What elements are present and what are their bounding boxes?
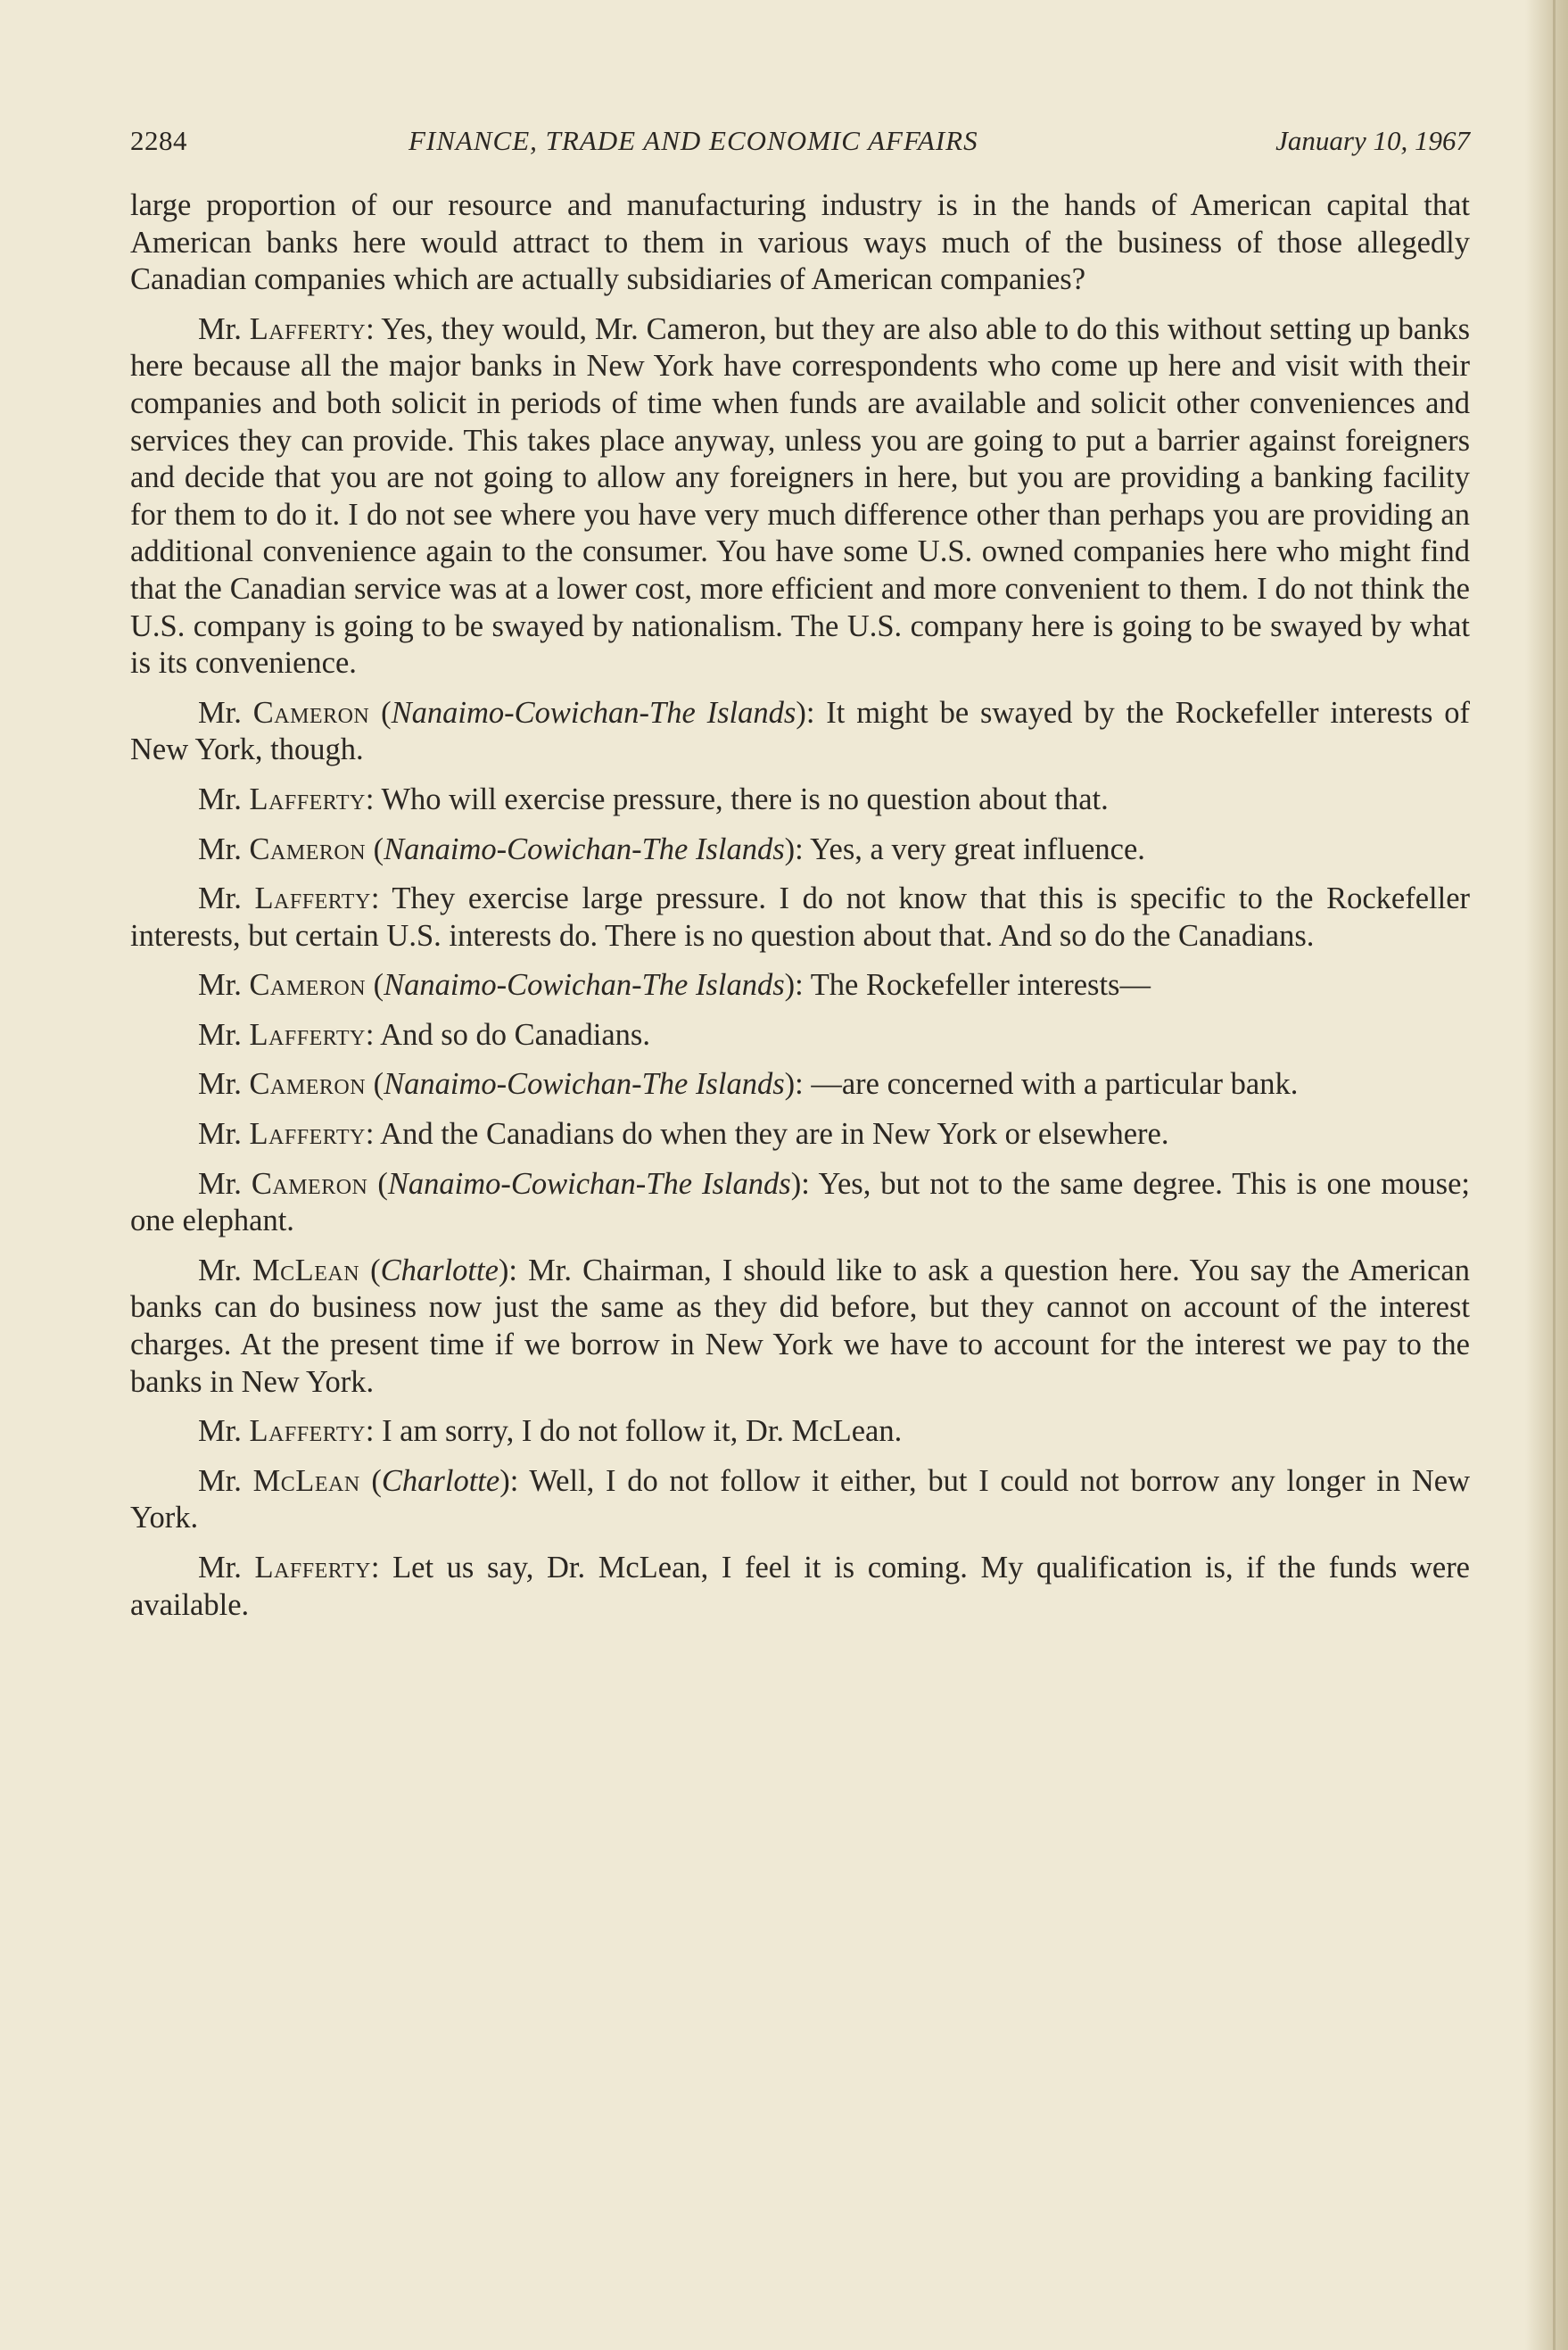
speech-text: And so do Canadians. [380, 1017, 650, 1052]
speech-text: The Rockefeller interests— [810, 968, 1151, 1003]
speaker-name: Lafferty [254, 881, 371, 916]
speaker-title: Mr. [198, 1017, 250, 1052]
speaker-paragraph: Mr. Lafferty: They exercise large pressure. I do not know that this is specific to the Rockefeller interests, but certain U.S. interests do. There is no question about that. And so do the Canadians. [130, 881, 1470, 953]
speaker-name: Lafferty [249, 1117, 366, 1152]
speaker-title: Mr. [198, 1253, 252, 1287]
running-title: FINANCE, TRADE AND ECONOMIC AFFAIRS [409, 125, 978, 156]
speaker-paragraph: Mr. Lafferty: I am sorry, I do not follow it, Dr. McLean. [198, 1414, 903, 1449]
speaker-riding: Nanaimo-Cowichan-The Islands [384, 1067, 785, 1102]
speaker-name: Lafferty [249, 782, 366, 816]
speech-text: They exercise large pressure. I do not know that this is specific to the Rockefeller interests, but certain U.S. interests do. There is no question about that. And so do the Canadians. [130, 881, 1470, 953]
speaker-title: Mr. [198, 881, 255, 916]
speaker-paragraph: Mr. McLean (Charlotte): Mr. Chairman, I should like to ask a question here. You say the American banks can do business now just the same as they did before, but they cannot on account of the interest charges. At the present time if we borrow in New York we have to account for the interest we pay to the banks in New York. [130, 1253, 1470, 1399]
speaker-paragraph: Mr. Lafferty: And so do Canadians. [198, 1017, 650, 1052]
page-number: 2284 [130, 125, 187, 156]
page-content [130, 125, 1470, 1636]
speaker-riding: Charlotte [380, 1253, 499, 1287]
speaker-name: Cameron [251, 1166, 368, 1201]
speaker-title: Mr. [198, 1414, 250, 1449]
speaker-name: Lafferty [249, 1017, 366, 1052]
speaker-paragraph: Mr. Cameron (Nanaimo-Cowichan-The Islands): Yes, a very great influence. [198, 832, 1145, 866]
opening-paragraph: large proportion of our resource and manufacturing industry is in the hands of American capital that American banks here would attract to them in various ways much of the business of those allegedly Canadian companies which are actually subsidiaries of American companies? [130, 188, 1470, 297]
speaker-name: McLean [252, 1253, 360, 1287]
speaker-name: McLean [252, 1463, 360, 1498]
speech-text: Well, I do not follow it either, but I could not borrow any longer in New York. [130, 1463, 1470, 1535]
speech-text: Yes, but not to the same degree. This is one mouse; one elephant. [130, 1166, 1470, 1238]
speech-text: Let us say, Dr. McLean, I feel it is coming. My qualification is, if the funds were available. [130, 1551, 1470, 1622]
speaker-paragraph: Mr. Cameron (Nanaimo-Cowichan-The Islands): The Rockefeller interests— [198, 968, 1151, 1003]
page-header [130, 125, 1470, 170]
speech-text: Yes, a very great influence. [810, 832, 1145, 866]
speaker-title: Mr. [198, 782, 250, 816]
speech-text: Yes, they would, Mr. Cameron, but they are also able to do this without setting up banks here because all the major banks in New York have correspondents who come up here and visit with their companies and both solicit in periods of time when funds are available and solicit other conveniences and services they can provide. This takes place anyway, unless you are going to put a barrier against foreigners and decide that you are not going to allow any foreigners in here, but you are providing a banking facility for them to do it. I do not see where you have very much difference other than perhaps you are providing an additional convenience again to the consumer. You have some U.S. owned companies here who might find that the Canadian service was at a lower cost, more efficient and more convenient to them. I do not think the U.S. company is going to be swayed by nationalism. The U.S. company here is going to be swayed by what is its convenience. [130, 311, 1470, 681]
speaker-riding: Nanaimo-Cowichan-The Islands [391, 695, 796, 730]
speaker-title: Mr. [198, 968, 250, 1003]
speaker-riding: Nanaimo-Cowichan-The Islands [384, 968, 785, 1003]
speech-text: —are concerned with a particular bank. [811, 1067, 1299, 1102]
speaker-riding: Nanaimo-Cowichan-The Islands [387, 1166, 791, 1201]
transcript-body [130, 311, 1470, 1624]
speaker-paragraph: Mr. McLean (Charlotte): Well, I do not follow it either, but I could not borrow any longer in New York. [130, 1463, 1470, 1535]
speech-text: And the Canadians do when they are in New York or elsewhere. [380, 1117, 1169, 1152]
speaker-title: Mr. [198, 311, 250, 346]
speaker-title: Mr. [198, 1551, 255, 1585]
speech-text: I am sorry, I do not follow it, Dr. McLean. [382, 1414, 903, 1449]
page-gutter-shadow [1525, 0, 1568, 2350]
speaker-title: Mr. [198, 1463, 253, 1498]
speaker-name: Lafferty [254, 1551, 371, 1585]
speaker-name: Cameron [249, 968, 367, 1003]
speaker-paragraph: Mr. Lafferty: Let us say, Dr. McLean, I feel it is coming. My qualification is, if the funds were available. [130, 1551, 1470, 1622]
speaker-paragraph: Mr. Lafferty: Who will exercise pressure, there is no question about that. [198, 782, 1109, 816]
speaker-paragraph: Mr. Lafferty: Yes, they would, Mr. Cameron, but they are also able to do this without setting up banks here because all the major banks in New York have correspondents who come up here and visit with their companies and both solicit in periods of time when funds are available and solicit other conveniences and services they can provide. This takes place anyway, unless you are going to put a barrier against foreigners and decide that you are not going to allow any foreigners in here, but you are providing a banking facility for them to do it. I do not see where you have very much difference other than perhaps you are providing an additional convenience again to the consumer. You have some U.S. owned companies here who might find that the Canadian service was at a lower cost, more efficient and more convenient to them. I do not think the U.S. company is going to be swayed by nationalism. The U.S. company here is going to be swayed by what is its convenience. [130, 311, 1470, 681]
speaker-paragraph: Mr. Cameron (Nanaimo-Cowichan-The Islands): It might be swayed by the Rockefeller interests of New York, though. [130, 695, 1471, 767]
speaker-name: Cameron [249, 1067, 367, 1102]
speech-text: It might be swayed by the Rockefeller interests of New York, though. [130, 695, 1471, 767]
speaker-paragraph: Mr. Cameron (Nanaimo-Cowichan-The Islands): Yes, but not to the same degree. This is one mouse; one elephant. [130, 1166, 1470, 1238]
speaker-name: Cameron [252, 695, 370, 730]
speech-text: Who will exercise pressure, there is no question about that. [381, 782, 1109, 816]
speech-text: Mr. Chairman, I should like to ask a question here. You say the American banks can do business now just the same as they did before, but they cannot on account of the interest charges. At the present time if we borrow in New York we have to account for the interest we pay to the banks in New York. [130, 1253, 1470, 1399]
speaker-title: Mr. [198, 695, 253, 730]
speaker-riding: Nanaimo-Cowichan-The Islands [384, 832, 785, 866]
speaker-title: Mr. [198, 832, 250, 866]
speaker-name: Lafferty [249, 1414, 366, 1449]
speaker-title: Mr. [198, 1166, 252, 1201]
speaker-riding: Charlotte [381, 1463, 500, 1498]
speaker-title: Mr. [198, 1117, 250, 1152]
header-date: January 10, 1967 [1275, 125, 1470, 156]
speaker-title: Mr. [198, 1067, 250, 1102]
speaker-paragraph: Mr. Cameron (Nanaimo-Cowichan-The Islands): —are concerned with a particular bank. [198, 1067, 1299, 1102]
speaker-name: Lafferty [249, 311, 367, 346]
speaker-name: Cameron [249, 832, 367, 866]
speaker-paragraph: Mr. Lafferty: And the Canadians do when they are in New York or elsewhere. [198, 1117, 1169, 1152]
page-edge [1553, 0, 1556, 2350]
